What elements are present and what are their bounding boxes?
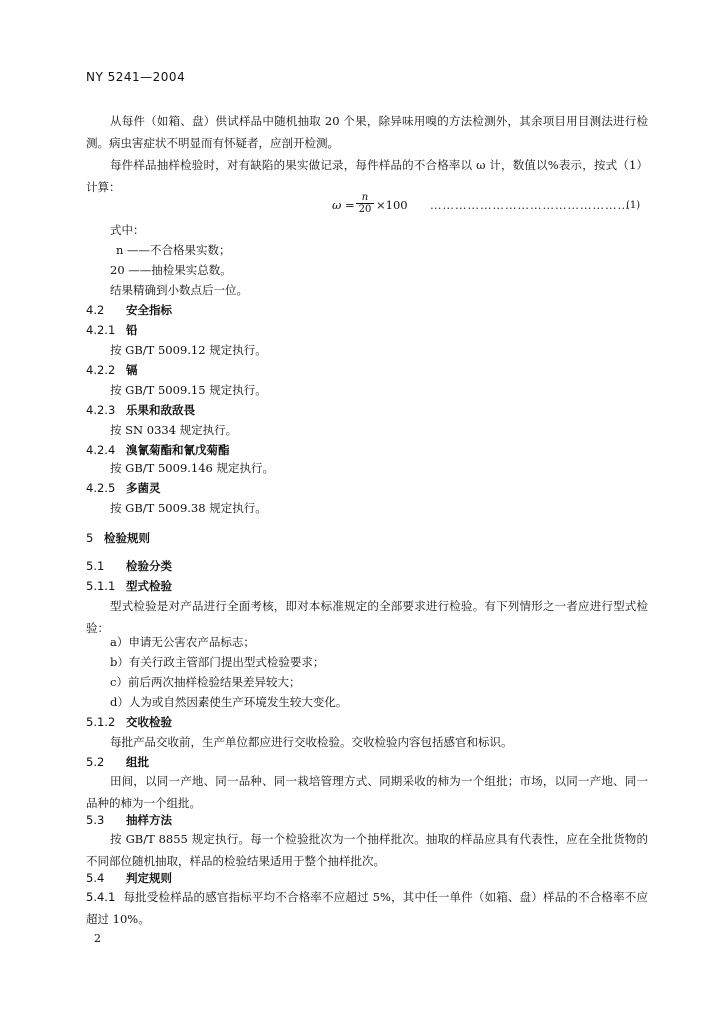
section-number: 5.4	[86, 871, 105, 885]
formula-number: (1)	[626, 200, 641, 211]
section-number: 4.2.1	[86, 323, 116, 337]
where-twenty-definition: 20 ——抽检果实总数。	[110, 263, 232, 277]
list-item: a）申请无公害农产品标志；	[110, 635, 255, 649]
section-title: 交收检验	[126, 715, 172, 729]
section-5-1-2-body: 每批产品交收前，生产单位都应进行交收检验。交收检验内容包括感官和标识。	[110, 735, 513, 749]
section-4-2-4-body: 按 GB/T 5009.146 规定执行。	[110, 461, 275, 475]
section-title: 组批	[126, 755, 149, 769]
formula-lhs: ω =	[332, 198, 355, 212]
section-title: 检验规则	[104, 531, 150, 545]
section-5-1-1-heading	[86, 576, 648, 596]
intro-paragraph-1: 从每件（如箱、盘）供试样品中随机抽取 20 个果，除异味用嗅的方法检测外，其余项目用目测法进行检测。病虫害症状不明显而有怀疑者，应剖开检测。	[86, 114, 648, 150]
intro-paragraph-2: 每件样品抽样检验时，对有缺陷的果实做记录，每件样品的不合格率以 ω 计，数值以%表示，按式（1）计算：	[86, 158, 648, 194]
where-n-definition: n ——不合格果实数；	[116, 243, 231, 257]
formula-numerator: n	[356, 192, 374, 204]
section-5-1-1-body: 型式检验是对产品进行全面考核，即对本标准规定的全部要求进行检验。有下列情形之一者应进行型式检验：	[86, 599, 648, 635]
list-item: b）有关行政主管部门提出型式检验要求；	[110, 655, 325, 669]
section-number: 5.4.1	[86, 890, 116, 904]
section-title: 检验分类	[126, 559, 172, 573]
section-number: 4.2.5	[86, 481, 116, 495]
section-4-2-4-heading	[86, 440, 648, 460]
section-4-2-heading	[86, 300, 648, 320]
section-title: 多菌灵	[126, 481, 161, 495]
section-4-2-1-body: 按 GB/T 5009.12 规定执行。	[110, 343, 267, 357]
section-title: 抽样方法	[126, 813, 172, 827]
formula-leader-dots: …………………………………………	[430, 198, 630, 212]
list-item: d）人为或自然因素使生产环境发生较大变化。	[110, 695, 348, 709]
page-number: 2	[94, 932, 101, 945]
section-title: 溴氰菊酯和氰戊菊酯	[126, 443, 230, 457]
section-title: 型式检验	[126, 579, 172, 593]
section-number: 5	[86, 531, 94, 545]
section-4-2-1-heading	[86, 320, 648, 340]
section-number: 4.2.4	[86, 443, 116, 457]
formula-rhs: ×100	[376, 198, 408, 212]
section-title: 乐果和敌敌畏	[126, 403, 195, 417]
section-5-4-1-paragraph	[86, 886, 648, 930]
section-number: 5.2	[86, 755, 105, 769]
section-5-1-2-heading	[86, 712, 648, 732]
section-number: 4.2	[86, 303, 105, 317]
standard-code-header: NY 5241—2004	[86, 70, 186, 84]
result-precision-note: 结果精确到小数点后一位。	[110, 283, 248, 297]
section-5-heading	[86, 528, 648, 548]
section-5-3-body: 按 GB/T 8855 规定执行。每一个检验批次为一个抽样批次。抽取的样品应具有代表性，应在全批货物的不同部位随机抽取，样品的检验结果适用于整个抽样批次。	[86, 832, 648, 868]
section-number: 4.2.3	[86, 403, 116, 417]
section-4-2-5-heading	[86, 478, 648, 498]
section-number: 5.1	[86, 559, 105, 573]
section-title: 判定规则	[126, 871, 172, 885]
section-4-2-5-body: 按 GB/T 5009.38 规定执行。	[110, 501, 267, 515]
section-number: 5.1.1	[86, 579, 116, 593]
section-4-2-2-body: 按 GB/T 5009.15 规定执行。	[110, 383, 267, 397]
section-4-2-2-heading	[86, 360, 648, 380]
section-5-1-heading	[86, 556, 648, 576]
section-title: 安全指标	[126, 303, 172, 317]
formula-denominator: 20	[358, 204, 372, 215]
section-title: 铅	[126, 323, 138, 337]
formula-fraction	[356, 192, 374, 216]
section-4-2-3-body: 按 SN 0334 规定执行。	[110, 423, 238, 437]
section-5-2-body: 田间，以同一产地、同一品种、同一栽培管理方式、同期采收的柿为一个组批；市场，以同一产地、同一品种的柿为一个组批。	[86, 774, 648, 810]
section-5-4-heading	[86, 868, 648, 888]
section-number: 4.2.2	[86, 363, 116, 377]
section-number: 5.3	[86, 813, 105, 827]
list-item: c）前后两次抽样检验结果差异较大；	[110, 675, 301, 689]
section-5-3-heading	[86, 810, 648, 830]
section-5-2-heading	[86, 752, 648, 772]
section-4-2-3-heading	[86, 400, 648, 420]
section-5-4-1-body: 每批受检样品的感官指标平均不合格率不应超过 5%，其中任一单件（如箱、盘）样品的不合格率不应超过 10%。	[86, 890, 648, 926]
section-number: 5.1.2	[86, 715, 116, 729]
where-title: 式中：	[110, 223, 145, 237]
section-title: 镉	[126, 363, 138, 377]
